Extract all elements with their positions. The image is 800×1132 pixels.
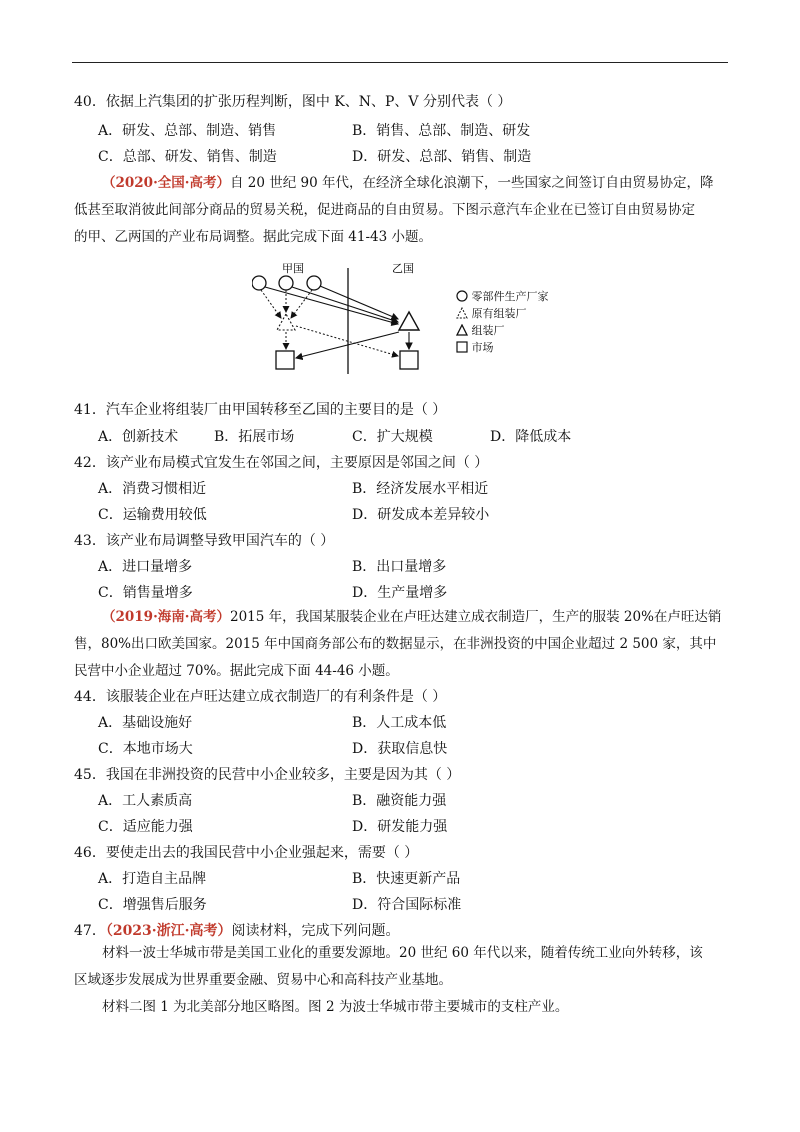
intro-44-46: （2019·海南·高考）2015 年，我国某服装企业在卢旺达建立成衣制造厂，生产的服装 20%在卢旺达销 售，80%出口欧美国家。2015 年中国商务部公布的数据显示，在非洲投资的中国企业超过 2 500 家，其中 民营中小企业超过 70%。据此完成下面 44-46 小题。 xyxy=(74,609,722,679)
parts-factory-1 xyxy=(252,276,266,290)
q41-option-b: B．拓展市场 xyxy=(214,429,295,445)
square-icon xyxy=(456,341,468,353)
q43-option-d: D．生产量增多 xyxy=(352,585,448,601)
q45-option-d: D．研发能力强 xyxy=(352,819,448,835)
q41-option-d: D．降低成本 xyxy=(490,429,572,445)
q41-option-c: C．扩大规模 xyxy=(352,429,433,445)
q40-option-b: B．销售、总部、制造、研发 xyxy=(352,123,531,139)
q43-option-a: A．进口量增多 xyxy=(98,559,193,575)
q42-option-d: D．研发成本差异较小 xyxy=(352,507,490,523)
question-45-stem: 45．我国在非洲投资的民营中小企业较多，主要是因为其（ ） xyxy=(74,767,461,783)
question-42-stem: 42．该产业布局模式宜发生在邻国之间，主要原因是邻国之间（ ） xyxy=(74,455,489,471)
q44-option-a: A．基础设施好 xyxy=(98,715,193,731)
source-tag: （2020·全国·高考） xyxy=(102,175,230,191)
question-47-stem: 47．（2023·浙江·高考）阅读材料，完成下列问题。 xyxy=(74,923,400,939)
parts-factory-3 xyxy=(307,276,321,290)
q45-option-a: A．工人素质高 xyxy=(98,793,193,809)
q44-option-d: D．获取信息快 xyxy=(352,741,448,757)
q46-option-d: D．符合国际标准 xyxy=(352,897,462,913)
question-44-stem: 44．该服装企业在卢旺达建立成衣制造厂的有利条件是（ ） xyxy=(74,689,447,705)
q46-option-b: B．快速更新产品 xyxy=(352,871,461,887)
q44-option-b: B．人工成本低 xyxy=(352,715,447,731)
question-43-stem: 43．该产业布局调整导致甲国汽车的（ ） xyxy=(74,533,335,549)
market-yi xyxy=(400,351,418,369)
figure-legend xyxy=(456,288,549,356)
q46-option-a: A．打造自主品牌 xyxy=(98,871,207,887)
assembly-plant xyxy=(399,312,419,330)
market-jia xyxy=(276,351,294,369)
legend-square: 市场 xyxy=(456,339,549,356)
question-40-stem: 40．依据上汽集团的扩张历程判断，图中 K、N、P、V 分别代表（ ） xyxy=(74,94,512,110)
q45-option-b: B．融资能力强 xyxy=(352,793,447,809)
triangle-icon xyxy=(456,324,468,336)
q42-option-a: A．消费习惯相近 xyxy=(98,481,207,497)
parts-factory-2 xyxy=(279,276,293,290)
q43-option-c: C．销售量增多 xyxy=(98,585,193,601)
q40-option-c: C．总部、研发、销售、制造 xyxy=(98,149,277,165)
q44-option-c: C．本地市场大 xyxy=(98,741,193,757)
q42-option-c: C．运输费用较低 xyxy=(98,507,207,523)
country-yi-label: 乙国 xyxy=(392,262,414,275)
source-tag: （2019·海南·高考） xyxy=(102,609,230,625)
q46-option-c: C．增强售后服务 xyxy=(98,897,207,913)
legend-dashed-triangle: 原有组装厂 xyxy=(456,305,549,322)
legend-circle: 零部件生产厂家 xyxy=(456,288,549,305)
q41-option-a: A．创新技术 xyxy=(98,429,179,445)
header-rule xyxy=(72,62,728,63)
question-46-stem: 46．要使走出去的我国民营中小企业强起来，需要（ ） xyxy=(74,845,419,861)
dashed-triangle-icon xyxy=(456,307,468,319)
circle-icon xyxy=(456,290,468,302)
q45-option-c: C．适应能力强 xyxy=(98,819,193,835)
q42-option-b: B．经济发展水平相近 xyxy=(352,481,489,497)
q43-option-b: B．出口量增多 xyxy=(352,559,447,575)
legend-triangle: 组装厂 xyxy=(456,322,549,339)
material-1: 材料一波士华城市带是美国工业化的重要发源地。20 世纪 60 年代以来，随着传统工业向外转移，该 区域逐步发展成为世界重要金融、贸易中心和高科技产业基地。 材料二图 1 为北美部分地区略图。图 2 为波士华城市带主要城市的支柱产业。 xyxy=(74,945,703,1015)
q40-option-d: D．研发、总部、销售、制造 xyxy=(352,149,532,165)
q40-option-a: A．研发、总部、制造、销售 xyxy=(98,123,277,139)
intro-41-43: （2020·全国·高考）自 20 世纪 90 年代，在经济全球化浪潮下，一些国家之间签订自由贸易协定，降 低甚至取消彼此间部分商品的贸易关税，促进商品的自由贸易。下图示意汽车企业在已签订自由贸易协定 的甲、乙两国的产业布局调整。据此完成下面 41-43 小题。 xyxy=(74,175,714,245)
country-jia-label: 甲国 xyxy=(282,262,304,275)
source-tag: （2023·浙江·高考） xyxy=(105,923,232,939)
question-41-stem: 41．汽车企业将组装厂由甲国转移至乙国的主要目的是（ ） xyxy=(74,402,447,418)
